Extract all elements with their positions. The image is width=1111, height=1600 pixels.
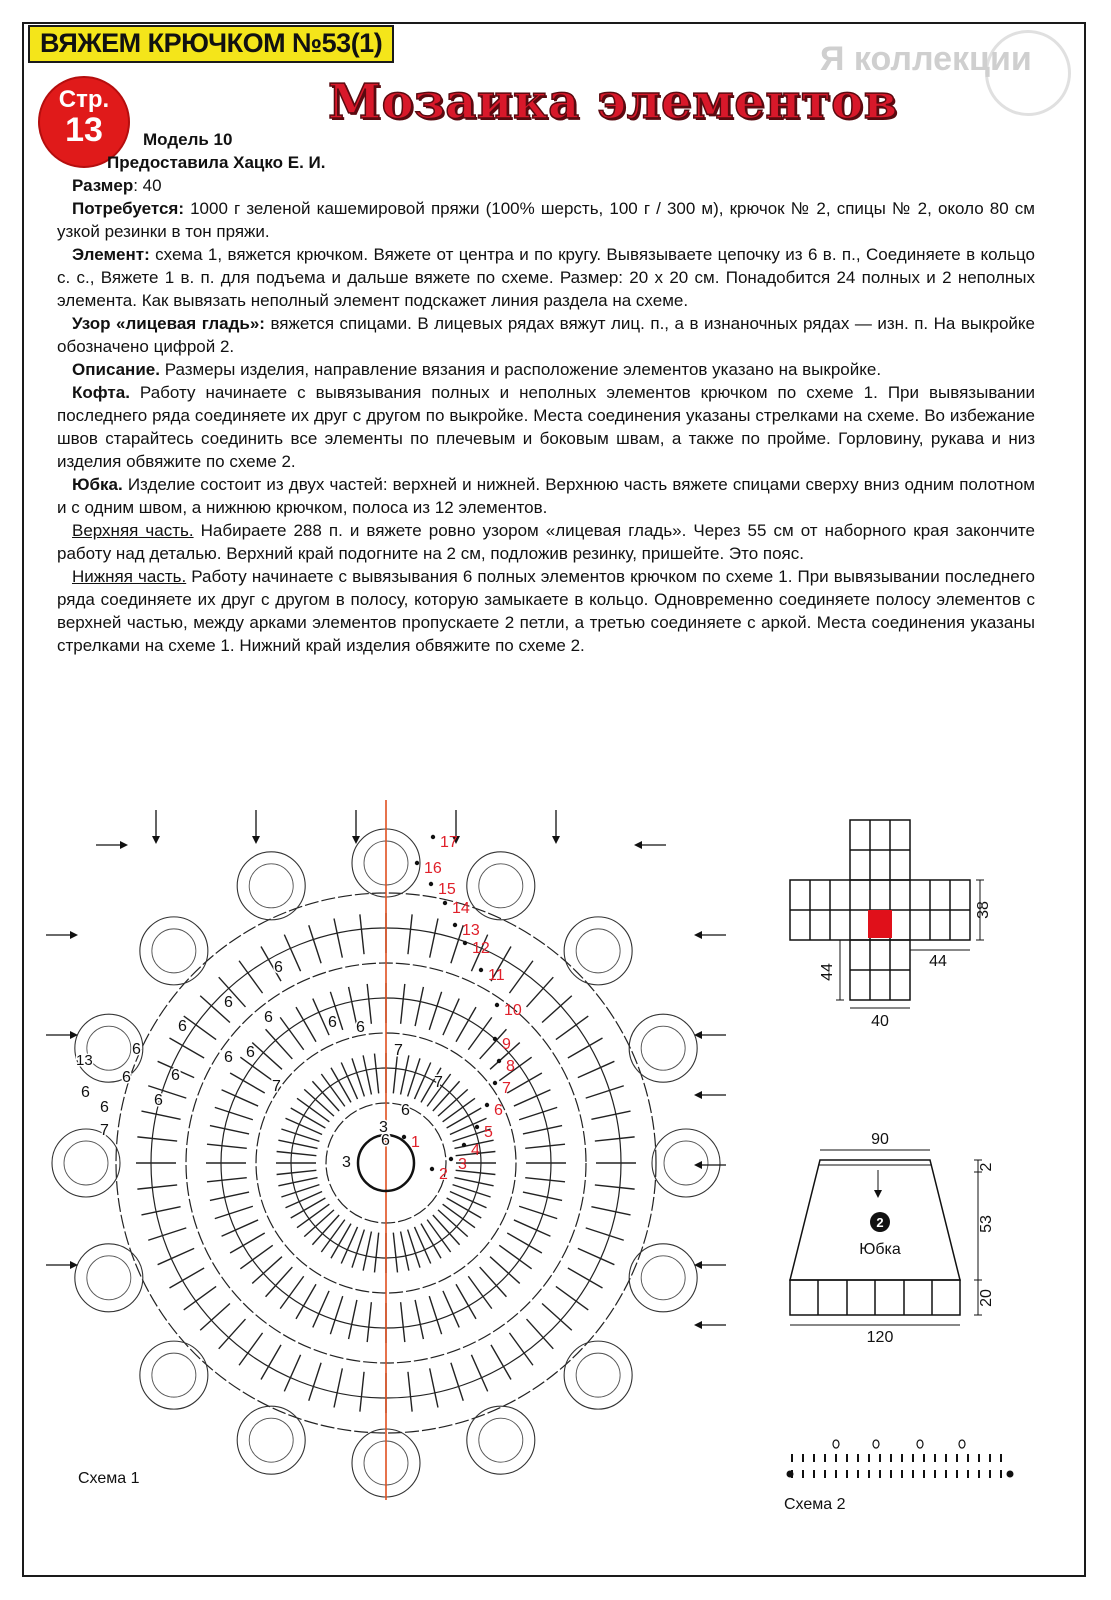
scheme1-stitch — [480, 1267, 507, 1297]
scheme1-label: 6 — [224, 1049, 233, 1066]
scheme1-label: 7 — [272, 1078, 281, 1095]
scheme1-stitch — [148, 1228, 186, 1240]
scheme1-row-number: 15 — [438, 881, 456, 898]
scheme1-row-dot — [475, 1125, 479, 1129]
dim-sleeve-right: 44 — [929, 953, 947, 970]
scheme1-label: 6 — [328, 1014, 337, 1031]
scheme1-row-number: 16 — [424, 860, 442, 877]
scheme1-scallop-inner — [479, 1418, 523, 1462]
scheme1-row-number: 11 — [488, 967, 505, 984]
scheme1-stitch — [215, 1206, 253, 1218]
scheme1-stitch — [277, 1152, 317, 1156]
scheme1-stitch — [363, 1231, 371, 1270]
scheme1-stitch — [252, 1043, 282, 1070]
element-paragraph — [57, 243, 1035, 312]
scheme2-picot — [873, 1440, 879, 1448]
skirt-band-dim: 20 — [978, 1289, 995, 1307]
upper-text: Набираете 288 п. и вяжете ровно узором «лицевая гладь». Через 55 см от наборного края закончите работу над деталью. Верхний край подогните на 2 см, подложив резинку, пришейте. Это пояс. — [57, 521, 1035, 563]
join-arrow-head — [70, 931, 78, 939]
scheme1-stitch — [421, 1224, 441, 1259]
scheme1-row-number: 12 — [472, 940, 490, 957]
scheme1-row-dot — [402, 1135, 406, 1139]
scheme1-stitch — [375, 1054, 379, 1094]
scheme1-row-dot — [495, 1003, 499, 1007]
size-paragraph — [57, 174, 1035, 197]
scheme1-stitch — [312, 1215, 339, 1245]
scheme1-stitch — [490, 1257, 520, 1284]
scheme1-stitch — [415, 1300, 423, 1339]
lower-paragraph — [57, 565, 1035, 657]
scheme1-stitch — [523, 1192, 562, 1200]
article-text — [57, 128, 1035, 657]
scheme1-row-dot — [453, 923, 457, 927]
dim-bottom: 40 — [871, 1013, 889, 1030]
scheme2-picot — [959, 1440, 965, 1448]
scheme1-stitch — [568, 1038, 603, 1058]
scheme1-stitch — [207, 1144, 247, 1148]
description-paragraph — [57, 358, 1035, 381]
scheme1-label: 7 — [100, 1122, 109, 1139]
scheme1-stitch — [349, 1300, 357, 1339]
scheme1-stitch — [447, 1198, 482, 1218]
pattern-label: Узор «лицевая гладь»: — [72, 314, 265, 333]
blouse-highlight-cell — [868, 910, 892, 938]
scheme1-stitch — [401, 1231, 409, 1270]
scheme2-dot — [788, 1472, 793, 1477]
dim-sleeve-left: 44 — [819, 963, 836, 981]
scheme1-label: 7 — [434, 1074, 443, 1091]
skirt-label: Юбка. — [72, 475, 123, 494]
scheme1-stitch — [542, 1304, 572, 1331]
scheme1-stitch — [568, 1268, 603, 1288]
author-line: Предоставила Хацко Е. И. — [107, 153, 326, 172]
scheme1-chart — [36, 795, 736, 1507]
scheme1-stitch — [334, 918, 342, 957]
scheme1-row-dot — [431, 835, 435, 839]
scheme1-scallop — [140, 917, 208, 985]
scheme1-stitch — [595, 1185, 635, 1189]
scheme1-stitch — [215, 1107, 253, 1119]
join-arrow-head — [694, 1321, 702, 1329]
blouse-text: Работу начинаете с вывязывания полных и неполных элементов крючком по схеме 1. При вывязывании последнего ряда соединяете их друг с другом по выкройке. Места соединения указаны стрелками на схеме. Во избежание швов старайтесь соединить все элементы по плечевым и боковым швам, а также по пройме. Горловину, рукава и низ изделия обвяжите по схеме 2. — [57, 383, 1035, 471]
upper-label: Верхняя часть. — [72, 521, 194, 540]
scheme1-label: 6 — [100, 1099, 109, 1116]
scheme1-stitch — [514, 1220, 551, 1236]
scheme1-stitch — [451, 1363, 463, 1401]
scheme1-stitch — [331, 1224, 351, 1259]
scheme1-stitch — [141, 1207, 180, 1215]
scheme1-stitch — [429, 992, 441, 1030]
scheme1-row-dot — [449, 1157, 453, 1161]
skirt-top-dim: 90 — [871, 1131, 889, 1148]
scheme1-row-number: 10 — [504, 1002, 522, 1019]
scheme1-stitch — [514, 1090, 551, 1106]
scheme1-stitch — [456, 1007, 476, 1042]
scheme2-chart — [780, 1432, 1020, 1492]
scheme1-stitch — [367, 1302, 371, 1342]
scheme1-scallop-inner — [576, 929, 620, 973]
join-arrow-head — [634, 841, 642, 849]
scheme1-label: 6 — [224, 994, 233, 1011]
scheme1-stitch — [456, 1284, 476, 1319]
scheme1-stitch — [443, 999, 459, 1036]
scheme1-scallop — [52, 1129, 120, 1197]
scheme1-stitch — [334, 1368, 342, 1407]
scheme1-label: 6 — [246, 1044, 255, 1061]
join-arrow-head — [694, 1091, 702, 1099]
scheme1-row-dot — [493, 1037, 497, 1041]
scheme1-stitch — [261, 1345, 281, 1380]
scheme1-row-number: 17 — [440, 834, 458, 851]
scheme1-label: 3 — [379, 1119, 388, 1136]
scheme1-scallop — [467, 1406, 535, 1474]
scheme1-row-number: 14 — [452, 900, 470, 917]
scheme1-stitch — [309, 925, 321, 963]
scheme2-picot — [917, 1440, 923, 1448]
pattern-paragraph — [57, 312, 1035, 358]
scheme1-stitch — [222, 1220, 259, 1236]
scheme1-stitch — [230, 1073, 265, 1093]
scheme1-row-dot — [430, 1167, 434, 1171]
scheme1-stitch — [527, 977, 554, 1007]
scheme1-stitch — [284, 1355, 300, 1392]
scheme1-label: 6 — [171, 1067, 180, 1084]
scheme1-row-number: 9 — [502, 1036, 511, 1053]
scheme1-stitch — [447, 1108, 482, 1128]
scheme1-row-dot — [497, 1059, 501, 1063]
scheme1-stitch — [360, 914, 364, 954]
scheme1-row-number: 1 — [411, 1134, 420, 1151]
scheme1-scallop — [629, 1244, 697, 1312]
join-arrow-head — [552, 836, 560, 844]
scheme1-stitch — [169, 1038, 204, 1058]
scheme1-stitch — [443, 1291, 459, 1328]
scheme1-stitch — [519, 1206, 557, 1218]
scheme1-stitch — [471, 1355, 487, 1392]
scheme1-row-number: 4 — [471, 1142, 480, 1159]
scheme1-stitch — [525, 1144, 565, 1148]
scheme2-picot — [833, 1440, 839, 1448]
scheme1-stitch — [401, 984, 405, 1024]
element-label: Элемент: — [72, 245, 150, 264]
page-title: Мозаика элементов — [328, 74, 898, 130]
page-badge-number: 13 — [65, 111, 103, 149]
scheme1-stitch — [519, 1107, 557, 1119]
scheme1-row-dot — [485, 1103, 489, 1107]
scheme1-stitch — [252, 1257, 282, 1284]
scheme1-label: 6 — [81, 1084, 90, 1101]
scheme1-stitch — [278, 1178, 317, 1186]
scheme1-stitch — [312, 1081, 339, 1111]
scheme1-scallop-inner — [64, 1141, 108, 1185]
scheme1-scallop-inner — [87, 1026, 131, 1070]
scheme1-label: 3 — [342, 1154, 351, 1171]
scheme1-stitch — [367, 984, 371, 1024]
scheme1-stitch — [200, 1304, 230, 1331]
scheme1-stitch — [278, 1140, 317, 1148]
scheme1-row-dot — [415, 861, 419, 865]
scheme1-stitch — [586, 1086, 624, 1098]
scheme1-scallop — [629, 1014, 697, 1082]
scheme1-stitch — [430, 918, 438, 957]
scheme1-stitch — [438, 1210, 468, 1237]
scheme1-scallop-inner — [249, 1418, 293, 1462]
scheme1-label: 6 — [122, 1069, 131, 1086]
skirt-pattern — [780, 1120, 1020, 1350]
scheme1-label: 6 — [381, 1132, 390, 1149]
join-arrow-head — [694, 931, 702, 939]
scheme1-scallop-inner — [576, 1353, 620, 1397]
dim-side: 38 — [975, 901, 992, 919]
scheme1-stitch — [393, 1233, 397, 1273]
element-text: схема 1, вяжется крючком. Вяжете от центра и по кругу. Вывязываете цепочку из 6 в. п., Соединяете в кольцо с. с., Вяжете 1 в. п. для подъема и дальше вяжете по схеме. Размер: 20 х 20 см. Понадобится 24 полных и 2 неполных элемента. Как вывязать неполный элемент подскажет линия раздела на схеме. — [57, 245, 1035, 310]
scheme1-scallop — [564, 917, 632, 985]
scheme1-stitch — [527, 1319, 554, 1349]
scheme1-stitch — [433, 1215, 460, 1245]
scheme1-stitch — [158, 1248, 195, 1264]
scheme1-stitch — [207, 1178, 247, 1182]
scheme1-scallop — [75, 1244, 143, 1312]
scheme1-label: Схема 1 — [78, 1470, 140, 1487]
scheme1-stitch — [219, 1319, 246, 1349]
scheme1-stitch — [525, 1178, 565, 1182]
scheme1-stitch — [309, 1363, 321, 1401]
scheme1-label: 7 — [394, 1042, 403, 1059]
scheme1-label: 13 — [76, 1052, 93, 1069]
scheme1-stitch — [578, 1248, 615, 1264]
scheme1-stitch — [296, 1007, 316, 1042]
scheme1-stitch — [393, 1054, 397, 1094]
scheme1-row-dot — [429, 882, 433, 886]
scheme1-scallop — [467, 852, 535, 920]
scheme1-scallop-inner — [87, 1256, 131, 1300]
scheme1-stitch — [363, 1055, 371, 1094]
scheme1-stitch — [586, 1228, 624, 1240]
scheme1-stitch — [313, 1291, 329, 1328]
scheme1-stitch — [507, 1073, 542, 1093]
lower-text: Работу начинаете с вывязывания 6 полных элементов крючком по схеме 1. При вывязывании последнего ряда соединяете их друг с другом в полосу, которую замыкаете в кольцо. Одновременно соединяете полосу элементов с верхней частью, между арками элементов пропускаете 2 петли, а третью соединяете с аркой. Места соединения указаны стрелками на схеме 1. Нижний край изделия обвяжите по схеме 2. — [57, 567, 1035, 655]
description-text: Размеры изделия, направление вязания и расположение элементов указано на выкройке. — [159, 360, 882, 379]
scheme1-scallop — [652, 1129, 720, 1197]
scheme1-row-numbers — [402, 834, 522, 1183]
needed-paragraph — [57, 197, 1035, 243]
needed-text: 1000 г зеленой кашемировой пряжи (100% шерсть, 100 г / 300 м), крючок № 2, спицы № 2, около 80 см узкой резинки в тон пряжи. — [57, 199, 1035, 241]
scheme1-label: 6 — [264, 1009, 273, 1026]
scheme1-scallop — [237, 852, 305, 920]
skirt-dim-lines — [790, 1150, 982, 1325]
scheme1-row-number: 6 — [494, 1102, 503, 1119]
scheme1-scallop-inner — [479, 864, 523, 908]
scheme1-stitch — [408, 1372, 412, 1412]
skirt-paragraph — [57, 473, 1035, 519]
scheme1-stitch — [230, 1233, 265, 1253]
scheme1-row-dot — [479, 968, 483, 972]
scheme1-stitch — [408, 914, 412, 954]
scheme1-stitch — [401, 1302, 405, 1342]
scheme1-stitch — [401, 1055, 409, 1094]
skirt-piece-name: Юбка — [859, 1241, 901, 1258]
scheme1-scallop-inner — [152, 1353, 196, 1397]
scheme1-label: 6 — [274, 959, 283, 976]
scheme1-stitch — [266, 1029, 293, 1059]
scheme1-row-number: 8 — [506, 1058, 515, 1075]
skirt-text: Изделие состоит из двух частей: верхней и нижней. Верхнюю часть вяжете спицами сверху вниз одним полотном и с одним швом, а нижнюю крючком, полоса из 12 элементов. — [57, 475, 1035, 517]
scheme1-row-number: 13 — [462, 922, 480, 939]
scheme1-stitch — [454, 1178, 493, 1186]
scheme1-scallop-inner — [152, 929, 196, 973]
scheme1-stitch — [438, 1089, 468, 1116]
blouse-pattern — [780, 810, 1020, 1040]
scheme1-row-dot — [462, 1143, 466, 1147]
scheme1-stitch — [429, 1296, 441, 1334]
scheme1-stitch — [137, 1185, 177, 1189]
scheme1-labels — [76, 959, 443, 1171]
scheme1-stitch — [169, 1268, 204, 1288]
scheme1-stitch — [266, 1267, 293, 1297]
scheme1-stitch — [578, 1061, 615, 1077]
scheme1-stitch — [591, 1111, 630, 1119]
scheme1-scallop-inner — [641, 1026, 685, 1070]
scheme1-row-number: 7 — [502, 1080, 511, 1097]
join-arrow-head — [152, 836, 160, 844]
join-arrow-head — [694, 1161, 702, 1169]
scheme1-stitch — [595, 1137, 635, 1141]
page-badge-label: Стр. — [58, 86, 110, 113]
needed-label: Потребуется: — [72, 199, 184, 218]
scheme1-stitch — [415, 987, 423, 1026]
scheme1-label: 6 — [356, 1019, 365, 1036]
scheme1-stitch — [141, 1111, 180, 1119]
scheme1-row-number: 5 — [484, 1124, 493, 1141]
scheme1-row-dot — [463, 941, 467, 945]
blouse-paragraph — [57, 381, 1035, 473]
skirt-band — [790, 1280, 960, 1315]
scheme1-row-dot — [443, 901, 447, 905]
scheme1-stitch — [507, 1233, 542, 1253]
join-arrow-head — [252, 836, 260, 844]
magazine-header: ВЯЖЕМ КРЮЧКОМ №53(1) — [28, 25, 394, 63]
scheme1-stitch — [360, 1372, 364, 1412]
scheme1-scallop-inner — [249, 864, 293, 908]
scheme1-label: 6 — [178, 1018, 187, 1035]
scheme1-stitch — [542, 996, 572, 1023]
ghost-title: Я коллекции — [820, 40, 1032, 78]
skirt-piece-number: 2 — [876, 1215, 884, 1230]
scheme1-row-number: 2 — [439, 1166, 448, 1183]
scheme1-stitch — [491, 1345, 511, 1380]
scheme1-stitch — [291, 1108, 326, 1128]
scheme1-stitch — [284, 935, 300, 972]
model-line: Модель 10 — [143, 130, 233, 149]
scheme1-scallop — [237, 1406, 305, 1474]
scheme1-stitch — [591, 1207, 630, 1215]
scheme1-scallop — [140, 1341, 208, 1409]
scheme2-dot — [1008, 1472, 1013, 1477]
scheme1-stitch — [304, 1210, 334, 1237]
description-label: Описание. — [72, 360, 160, 379]
skirt-bottom-dim: 120 — [866, 1329, 894, 1346]
scheme1-stitch — [277, 1170, 317, 1174]
scheme1-stitch — [291, 1198, 326, 1218]
scheme1-stitch — [296, 1284, 316, 1319]
scheme1-row-number: 3 — [458, 1156, 467, 1173]
scheme1-stitch — [222, 1090, 259, 1106]
pattern-text: вяжется спицами. В лицевых рядах вяжут лиц. п., а в изнаночных рядах — изн. п. На выкройке обозначено цифрой 2. — [57, 314, 1036, 356]
upper-paragraph — [57, 519, 1035, 565]
scheme1-stitch — [523, 1126, 562, 1134]
scheme1-stitch — [430, 1368, 438, 1407]
scheme1-stitch — [331, 1068, 351, 1103]
scheme1-row-dot — [493, 1081, 497, 1085]
size-value: : 40 — [133, 176, 162, 195]
join-arrow-head — [120, 841, 128, 849]
lower-label: Нижняя часть. — [72, 567, 187, 586]
scheme1-scallop — [564, 1341, 632, 1409]
blouse-label: Кофта. — [72, 383, 130, 402]
scheme1-stitch — [210, 1126, 249, 1134]
skirt-height-dim: 53 — [978, 1215, 995, 1233]
scheme2-label: Схема 2 — [784, 1496, 846, 1513]
scheme1-label: 6 — [401, 1102, 410, 1119]
scheme1-stitch — [210, 1192, 249, 1200]
scheme1-scallop-inner — [641, 1256, 685, 1300]
size-label: Размер — [72, 176, 134, 195]
scheme1-stitch — [304, 1089, 334, 1116]
scheme1-stitch — [330, 1296, 342, 1334]
scheme1-stitch — [137, 1137, 177, 1141]
scheme1-label: 6 — [154, 1092, 163, 1109]
scheme1-stitch — [375, 1233, 379, 1273]
scheme1-label: 6 — [132, 1041, 141, 1058]
skirt-waist-dim: 2 — [978, 1162, 995, 1172]
scheme1-stitch — [313, 999, 329, 1036]
